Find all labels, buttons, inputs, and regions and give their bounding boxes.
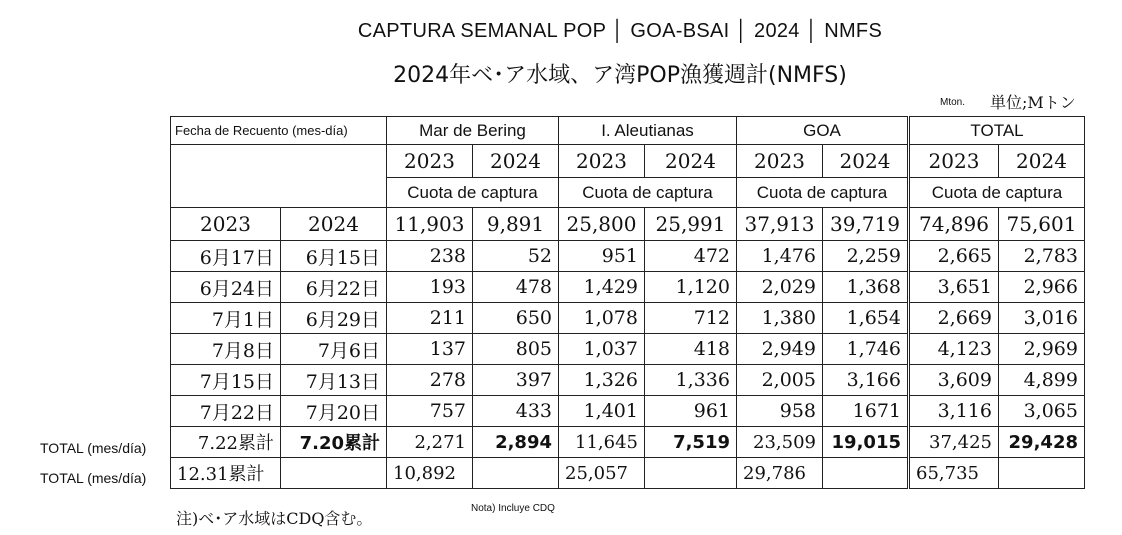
catch-value-cell: 951	[559, 241, 645, 272]
footnote-jp: 注)ベ･ア水域はCDQ含む。	[176, 509, 373, 528]
annual-total-row	[171, 458, 1085, 489]
region-header-bering: Mar de Bering	[387, 117, 559, 145]
catch-value-cell: 1,476	[737, 241, 823, 272]
annual-value-cell: 29,786	[737, 458, 823, 489]
catch-value-cell: 1,746	[823, 334, 909, 365]
annual-value-cell: 25,057	[559, 458, 645, 489]
footnote-en: Nota) Incluye CDQ	[471, 503, 555, 514]
annual-row-label: TOTAL (mes/día)	[40, 470, 147, 486]
weekly-row	[171, 272, 1085, 303]
quota-value-cell: 25,991	[645, 208, 737, 241]
cumulative-total-row	[171, 427, 1085, 458]
year-header-row	[171, 145, 1085, 178]
quota-value-cell: 75,601	[999, 208, 1085, 241]
week-date-2024: 6月22日	[281, 272, 387, 303]
unit-label-en: Mton.	[940, 97, 966, 108]
catch-value-cell: 1,429	[559, 272, 645, 303]
catch-value-cell: 961	[645, 396, 737, 427]
year-header: 2023	[559, 145, 645, 178]
week-date-2023: 7月1日	[171, 303, 281, 334]
catch-value-cell: 1,401	[559, 396, 645, 427]
catch-value-cell: 3,016	[999, 303, 1085, 334]
total-value-cell: 2,894	[473, 427, 559, 458]
catch-value-cell: 757	[387, 396, 473, 427]
catch-value-cell: 650	[473, 303, 559, 334]
weekly-row	[171, 396, 1085, 427]
region-header-aleutian: I. Aleutianas	[559, 117, 737, 145]
quota-value-cell: 74,896	[909, 208, 999, 241]
week-date-2024: 7月20日	[281, 396, 387, 427]
catch-value-cell: 2,969	[999, 334, 1085, 365]
quota-value-cell: 39,719	[823, 208, 909, 241]
year-header: 2023	[909, 145, 999, 178]
catch-value-cell: 3,651	[909, 272, 999, 303]
catch-value-cell: 211	[387, 303, 473, 334]
catch-value-cell: 1,120	[645, 272, 737, 303]
catch-value-cell: 472	[645, 241, 737, 272]
catch-value-cell: 1,336	[645, 365, 737, 396]
catch-value-cell: 1,368	[823, 272, 909, 303]
catch-value-cell: 712	[645, 303, 737, 334]
catch-value-cell: 2,005	[737, 365, 823, 396]
annual-empty-cell	[823, 458, 909, 489]
catch-value-cell: 2,949	[737, 334, 823, 365]
year-header: 2023	[387, 145, 473, 178]
quota-value-cell: 11,903	[387, 208, 473, 241]
catch-value-cell: 1,037	[559, 334, 645, 365]
annual-empty-cell	[645, 458, 737, 489]
total-value-cell: 7,519	[645, 427, 737, 458]
quota-label: Cuota de captura	[909, 178, 1085, 208]
annual-empty-cell	[281, 458, 387, 489]
week-date-2023: 6月17日	[171, 241, 281, 272]
catch-value-cell: 3,609	[909, 365, 999, 396]
catch-value-cell: 1,654	[823, 303, 909, 334]
catch-value-cell: 2,665	[909, 241, 999, 272]
header-empty-cell	[171, 145, 387, 208]
week-date-2024: 7月13日	[281, 365, 387, 396]
week-date-2024: 7月6日	[281, 334, 387, 365]
date-column-header: Fecha de Recuento (mes-día)	[171, 117, 387, 145]
annual-value-cell: 10,892	[387, 458, 473, 489]
catch-value-cell: 2,966	[999, 272, 1085, 303]
quota-value-cell: 37,913	[737, 208, 823, 241]
total-row-label: TOTAL (mes/día)	[40, 440, 147, 456]
catch-value-cell: 2,669	[909, 303, 999, 334]
catch-value-cell: 2,029	[737, 272, 823, 303]
year-header: 2023	[737, 145, 823, 178]
year-header: 2024	[823, 145, 909, 178]
page-title: CAPTURA SEMANAL POP │ GOA-BSAI │ 2024 │ NMFS	[357, 20, 883, 42]
catch-value-cell: 238	[387, 241, 473, 272]
catch-value-cell: 1,326	[559, 365, 645, 396]
weekly-row	[171, 241, 1085, 272]
catch-value-cell: 4,123	[909, 334, 999, 365]
year-header: 2024	[999, 145, 1085, 178]
quota-values-row	[171, 208, 1085, 241]
week-date-2024: 6月29日	[281, 303, 387, 334]
catch-value-cell: 193	[387, 272, 473, 303]
week-date-2023: 7月8日	[171, 334, 281, 365]
catch-value-cell: 4,899	[999, 365, 1085, 396]
region-header-total: TOTAL	[909, 117, 1085, 145]
total-date-2023: 7.22累計	[171, 427, 281, 458]
catch-value-cell: 1,078	[559, 303, 645, 334]
year-header: 2024	[645, 145, 737, 178]
catch-value-cell: 52	[473, 241, 559, 272]
quota-year-cell: 2024	[281, 208, 387, 241]
quota-year-cell: 2023	[171, 208, 281, 241]
total-date-2024: 7.20累計	[281, 427, 387, 458]
quota-label: Cuota de captura	[559, 178, 737, 208]
catch-value-cell: 478	[473, 272, 559, 303]
quota-label: Cuota de captura	[737, 178, 909, 208]
catch-value-cell: 1,380	[737, 303, 823, 334]
catch-value-cell: 2,259	[823, 241, 909, 272]
catch-value-cell: 278	[387, 365, 473, 396]
week-date-2023: 7月22日	[171, 396, 281, 427]
annual-empty-cell	[999, 458, 1085, 489]
catch-value-cell: 1671	[823, 396, 909, 427]
total-value-cell: 19,015	[823, 427, 909, 458]
quota-value-cell: 9,891	[473, 208, 559, 241]
weekly-row	[171, 334, 1085, 365]
catch-value-cell: 397	[473, 365, 559, 396]
catch-value-cell: 805	[473, 334, 559, 365]
week-date-2023: 7月15日	[171, 365, 281, 396]
region-header-row	[171, 117, 1085, 145]
catch-value-cell: 3,116	[909, 396, 999, 427]
weekly-row	[171, 365, 1085, 396]
total-value-cell: 29,428	[999, 427, 1085, 458]
total-value-cell: 37,425	[909, 427, 999, 458]
total-value-cell: 23,509	[737, 427, 823, 458]
region-header-goa: GOA	[737, 117, 909, 145]
total-value-cell: 2,271	[387, 427, 473, 458]
year-header: 2024	[473, 145, 559, 178]
catch-value-cell: 3,065	[999, 396, 1085, 427]
catch-value-cell: 433	[473, 396, 559, 427]
annual-empty-cell	[473, 458, 559, 489]
catch-value-cell: 2,783	[999, 241, 1085, 272]
unit-label-jp: 単位;Mトン	[990, 93, 1076, 112]
catch-value-cell: 137	[387, 334, 473, 365]
page-subtitle-jp: 2024年ベ･ア水域、ア湾POP漁獲週計(NMFS)	[393, 63, 847, 88]
annual-value-cell: 65,735	[909, 458, 999, 489]
catch-value-cell: 418	[645, 334, 737, 365]
catch-value-cell: 3,166	[823, 365, 909, 396]
annual-date-2023: 12.31累計	[171, 458, 281, 489]
total-value-cell: 11,645	[559, 427, 645, 458]
week-date-2024: 6月15日	[281, 241, 387, 272]
quota-value-cell: 25,800	[559, 208, 645, 241]
week-date-2023: 6月24日	[171, 272, 281, 303]
catch-value-cell: 958	[737, 396, 823, 427]
weekly-row	[171, 303, 1085, 334]
weekly-catch-table	[170, 116, 1085, 489]
quota-label: Cuota de captura	[387, 178, 559, 208]
